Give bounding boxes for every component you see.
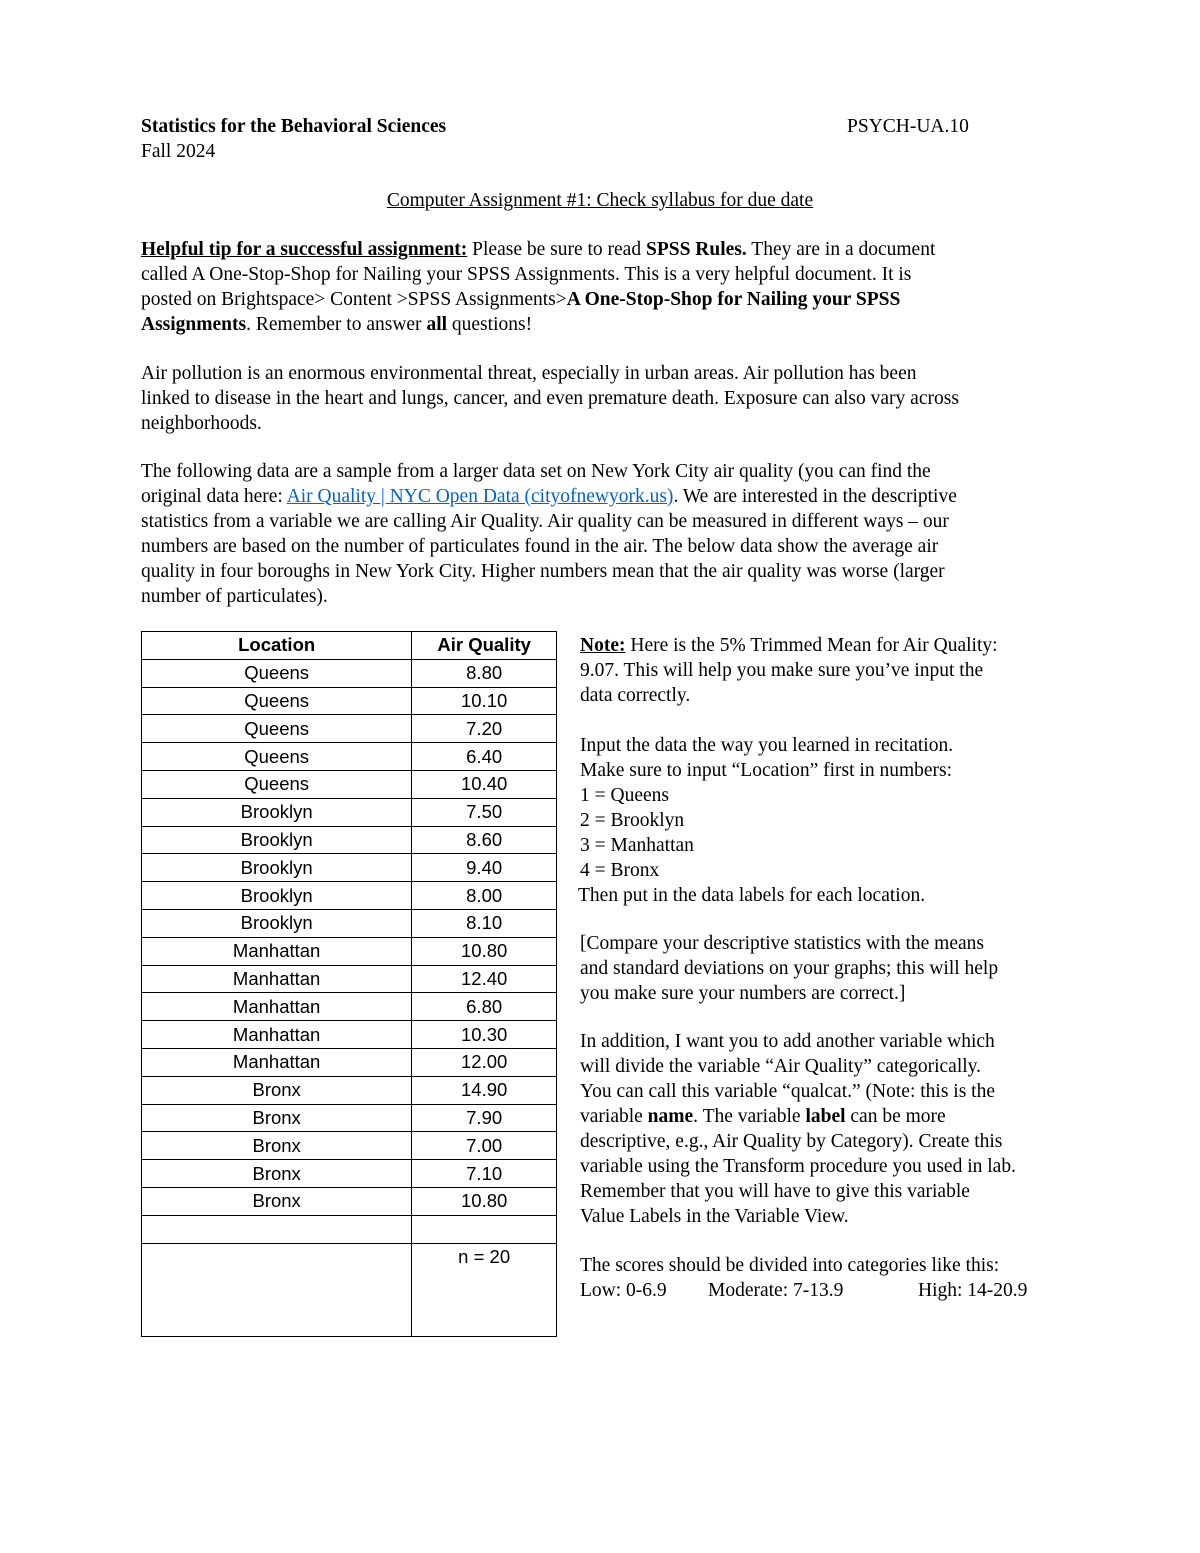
table-row xyxy=(142,770,557,798)
input-instructions: Input the data the way you learned in recitation. Make sure to input “Location” first in numbers: 1 = Queens 2 = Brooklyn 3 = Manhattan 4 = Bronx Then put in the data labels for each location. xyxy=(578,735,954,906)
data-description-paragraph: The following data are a sample from a larger data set on New York City air quality (you can find the original data here: Air Quality | NYC Open Data (cityofnewyork.us). We are interested in the descriptive statistics from a variable we are calling Air Quality. Air quality can be measured in different ways – our numbers are based on the number of particulates found in the air. The below data show the average air quality in four boroughs in New York City. Higher numbers mean that the air quality was worse (larger number of particulates). xyxy=(141,461,957,607)
qualcat-instructions: In addition, I want you to add another variable which will divide the variable “Air Quality” categorically. You can call this variable “qualcat.” (Note: this is the variable name. The variable label can be more descriptive, e.g., Air Quality by Category). Create this variable using the Transform procedure you used in lab. Remember that you will have to give this variable Value Labels in the Variable View. xyxy=(580,1031,1016,1227)
air-quality-cell: 8.10 xyxy=(412,909,557,937)
course-code: PSYCH-UA.10 xyxy=(847,116,969,137)
location-cell: Manhattan xyxy=(142,965,412,993)
table-row xyxy=(142,687,557,715)
table-row xyxy=(142,854,557,882)
location-cell: Bronx xyxy=(142,1104,412,1132)
location-cell: Manhattan xyxy=(142,1021,412,1049)
table-row xyxy=(142,1160,557,1188)
location-cell: Bronx xyxy=(142,1187,412,1215)
table-row xyxy=(142,743,557,771)
score-categories: The scores should be divided into categories like this: Low: 0-6.9 Moderate: 7-13.9 High: 14-20.9 xyxy=(580,1255,1028,1301)
note-label: Note: xyxy=(580,635,626,656)
nyc-open-data-link[interactable]: Air Quality | NYC Open Data (cityofnewyork.us) xyxy=(286,486,674,507)
air-quality-cell: 10.80 xyxy=(412,937,557,965)
location-cell: Manhattan xyxy=(142,937,412,965)
air-quality-cell: 10.10 xyxy=(412,687,557,715)
location-cell: Queens xyxy=(142,687,412,715)
location-cell: Bronx xyxy=(142,1132,412,1160)
location-cell: Queens xyxy=(142,659,412,687)
location-cell: Brooklyn xyxy=(142,854,412,882)
table-row xyxy=(142,826,557,854)
table-row xyxy=(142,882,557,910)
location-cell: Brooklyn xyxy=(142,909,412,937)
compare-instructions: [Compare your descriptive statistics with the means and standard deviations on your graphs; this will help you make sure your numbers are correct.] xyxy=(580,933,999,1004)
assignment-title: Computer Assignment #1: Check syllabus for due date xyxy=(386,190,814,211)
table-row xyxy=(142,715,557,743)
air-quality-cell: 7.50 xyxy=(412,798,557,826)
column-header-air-quality: Air Quality xyxy=(412,632,557,660)
air-quality-cell: 6.40 xyxy=(412,743,557,771)
table-row-count xyxy=(142,1243,557,1336)
table-row xyxy=(142,1104,557,1132)
air-quality-cell: 9.40 xyxy=(412,854,557,882)
location-cell: Brooklyn xyxy=(142,882,412,910)
location-cell: Brooklyn xyxy=(142,826,412,854)
course-title: Statistics for the Behavioral Sciences xyxy=(141,116,447,137)
table-row xyxy=(142,993,557,1021)
air-quality-cell: 10.80 xyxy=(412,1187,557,1215)
table-row xyxy=(142,937,557,965)
air-quality-cell: 10.30 xyxy=(412,1021,557,1049)
table-row xyxy=(142,1076,557,1104)
air-quality-cell: 6.80 xyxy=(412,993,557,1021)
location-cell: Bronx xyxy=(142,1160,412,1188)
course-term: Fall 2024 xyxy=(141,141,216,162)
air-quality-cell: 10.40 xyxy=(412,770,557,798)
category-high: High: 14-20.9 xyxy=(918,1280,1028,1301)
helpful-tip-paragraph: Helpful tip for a successful assignment: Please be sure to read SPSS Rules. They are in a document called A One-Stop-Shop for Nailing your SPSS Assignments. This is a very helpful document. It is posted on Brightspace> Content >SPSS Assignments>A One-Stop-Shop for Nailing your SPSS Assignments. Remember to answer all questions! xyxy=(141,239,936,335)
air-quality-cell: 14.90 xyxy=(412,1076,557,1104)
air-quality-cell: 7.00 xyxy=(412,1132,557,1160)
air-quality-table xyxy=(141,631,557,1337)
category-low: Low: 0-6.9 xyxy=(580,1280,667,1301)
air-quality-cell: 8.60 xyxy=(412,826,557,854)
air-quality-cell: 8.00 xyxy=(412,882,557,910)
air-pollution-paragraph: Air pollution is an enormous environmental threat, especially in urban areas. Air pollution has been linked to disease in the heart and lungs, cancer, and even premature death. Exposure can also vary across neighborhoods. xyxy=(141,363,959,434)
location-cell: Manhattan xyxy=(142,1048,412,1076)
trimmed-mean-note: Note: Here is the 5% Trimmed Mean for Air Quality: 9.07. This will help you make sure you’ve input the data correctly. xyxy=(580,635,998,706)
table-row xyxy=(142,798,557,826)
air-quality-cell: 7.20 xyxy=(412,715,557,743)
location-cell: Bronx xyxy=(142,1076,412,1104)
tip-lead: Helpful tip for a successful assignment: xyxy=(141,239,468,260)
table-row xyxy=(142,1021,557,1049)
air-quality-cell: 7.10 xyxy=(412,1160,557,1188)
spss-rules: SPSS Rules. xyxy=(645,239,747,260)
table-row xyxy=(142,659,557,687)
table-row xyxy=(142,965,557,993)
air-quality-cell: 7.90 xyxy=(412,1104,557,1132)
column-header-location: Location xyxy=(142,632,412,660)
location-cell: Manhattan xyxy=(142,993,412,1021)
air-quality-cell: 8.80 xyxy=(412,659,557,687)
location-cell: Brooklyn xyxy=(142,798,412,826)
table-row xyxy=(142,1132,557,1160)
air-quality-cell: 12.40 xyxy=(412,965,557,993)
table-row xyxy=(142,1187,557,1215)
table-row xyxy=(142,909,557,937)
location-cell: Queens xyxy=(142,770,412,798)
table-header-row xyxy=(142,632,557,660)
air-quality-cell: 12.00 xyxy=(412,1048,557,1076)
table-row xyxy=(142,1048,557,1076)
location-cell: Queens xyxy=(142,743,412,771)
location-cell: Queens xyxy=(142,715,412,743)
table-body xyxy=(142,659,557,1336)
sample-size-cell: n = 20 xyxy=(412,1243,557,1336)
table-row-blank xyxy=(142,1215,557,1243)
category-moderate: Moderate: 7-13.9 xyxy=(708,1280,844,1301)
